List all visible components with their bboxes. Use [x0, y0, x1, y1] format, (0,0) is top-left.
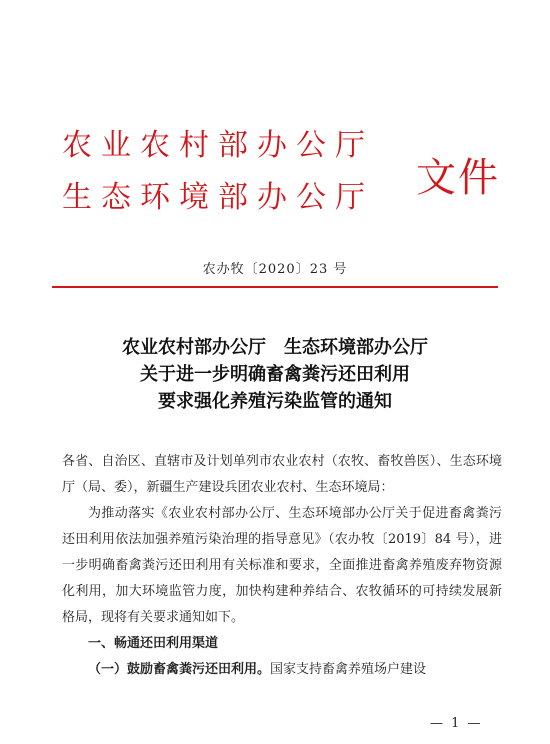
- title-line-1: 农业农村部办公厅 生态环境部办公厅: [122, 337, 428, 358]
- title-line-3: 要求强化养殖污染监管的通知: [158, 391, 392, 412]
- red-separator-line: [52, 286, 498, 288]
- paragraph-intro: 为推动落实《农业农村部办公厅、生态环境部办公厅关于促进畜禽粪污还田利用依法加强养殖污染治理的指导意见》（农办牧〔2019〕84 号），进一步明确畜禽粪污还田利用有关标准和要求，全面推进畜禽养殖废弃物资源化利用，加大环境监管力度，加快构建种养结合、农牧循环的可持续发展新格局，现将有关要求通知如下。: [62, 506, 502, 625]
- notice-title: [0, 334, 550, 415]
- page-number: — 1 —: [430, 716, 483, 731]
- subsection-text: 国家支持畜禽养殖场户建设: [270, 662, 427, 677]
- section-heading: 一、畅通还田利用渠道: [88, 636, 219, 651]
- document-mark: 文件: [416, 155, 500, 201]
- title-line-2: 关于进一步明确畜禽粪污还田利用: [140, 364, 410, 385]
- issuer-ecology: 生态环境部办公厅: [62, 180, 374, 215]
- subsection: [62, 657, 502, 683]
- document-number: 农办牧〔2020〕23 号: [202, 262, 348, 277]
- issuer-agriculture: 农业农村部办公厅: [62, 128, 374, 163]
- subsection-heading: （一）鼓励畜禽粪污还田利用。: [88, 662, 271, 677]
- notice-body: [62, 449, 502, 683]
- salutation: 各省、自治区、直辖市及计划单列市农业农村（农牧、畜牧兽医）、生态环境厅（局、委），新疆生产建设兵团农业农村、生态环境局：: [62, 454, 502, 495]
